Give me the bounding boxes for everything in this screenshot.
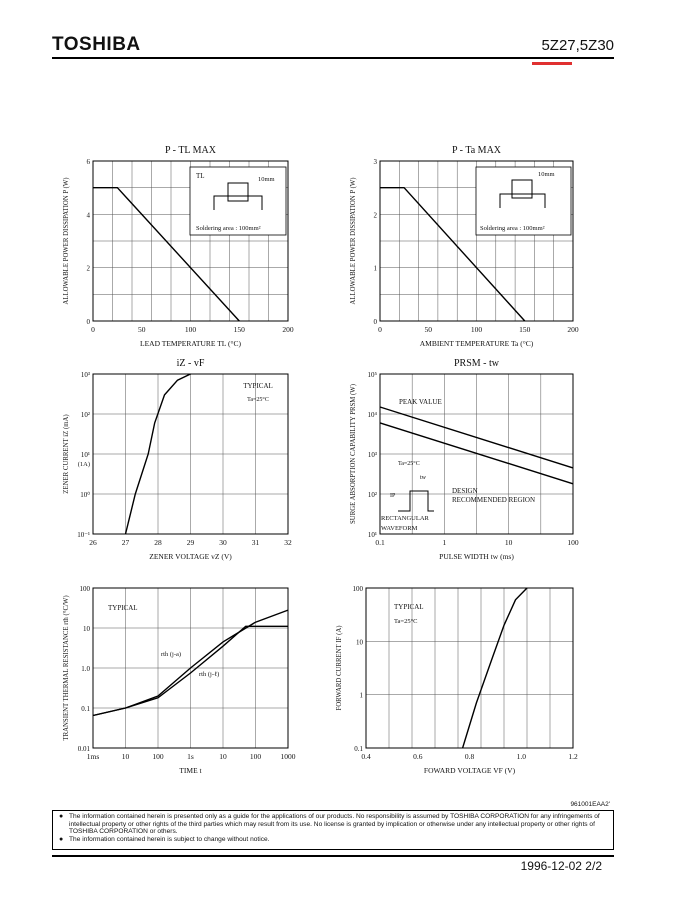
y-tick-label: 100 xyxy=(352,585,363,593)
chart-title: P - TL MAX xyxy=(164,145,217,156)
x-tick-label: 100 xyxy=(249,752,262,761)
x-tick-label: 200 xyxy=(282,325,294,334)
footer-rule xyxy=(52,855,614,857)
annotation-design: DESIGN xyxy=(452,487,478,495)
y-tick-label: 10⁴ xyxy=(367,411,377,419)
annotation-rth-ja: rth (j-a) xyxy=(161,651,182,658)
notice-text-2: ● The information contained herein is subject to change without notice. xyxy=(59,836,609,844)
x-tick-label: 1.0 xyxy=(516,752,526,761)
annotation-region: RECOMMENDED REGION xyxy=(452,496,536,504)
annotation-typical: TYPICAL xyxy=(108,604,138,612)
y-tick-label: 0.1 xyxy=(354,745,363,753)
y-axis-label: FORWARD CURRENT IF (A) xyxy=(336,625,343,711)
chart-6 xyxy=(336,585,578,775)
x-tick-label: 0.6 xyxy=(413,752,423,761)
annotation-peak: PEAK VALUE xyxy=(399,398,442,406)
date-page: 1996-12-02 2/2 xyxy=(520,859,602,873)
x-axis-label: ZENER VOLTAGE vZ (V) xyxy=(149,552,232,561)
x-axis-label: PULSE WIDTH tw (ms) xyxy=(439,552,514,561)
y-tick-label: 100 xyxy=(79,585,90,593)
annotation-solder: Soldering area : 100mm² xyxy=(480,225,545,232)
document-code: 961001EAA2' xyxy=(570,801,610,808)
x-tick-label: 1s xyxy=(187,752,194,761)
x-tick-label: 100 xyxy=(470,325,483,334)
chart-title: iZ - vF xyxy=(176,358,205,369)
chart-title: PRSM - tw xyxy=(453,358,500,369)
x-tick-label: 10 xyxy=(504,538,513,547)
chart-5 xyxy=(63,585,296,775)
x-tick-label: 10 xyxy=(121,752,130,761)
brand-logo: TOSHIBA xyxy=(52,34,141,55)
x-tick-label: 32 xyxy=(284,538,292,547)
y-tick-label: 10 xyxy=(356,638,363,647)
y-axis-label: ZENER CURRENT iZ (mA) xyxy=(63,414,70,494)
notice-text-1: ● The information contained herein is presented only as a guide for the applications of our products. No responsibility is assumed by TOSHIBA CORPORATION for any infringements of intellectual property or other rights of the third parties which may result from its use. No license is granted by implication or otherwise under any intellectual property or other rights of TOSHIBA CORPORATION or others. xyxy=(59,813,609,836)
x-tick-label: 31 xyxy=(251,538,260,547)
x-tick-label: 100 xyxy=(567,538,579,547)
y-tick-label: 10¹ xyxy=(367,531,377,539)
y-tick-label: 0 xyxy=(86,318,90,326)
annotation-temp: Ta=25°C xyxy=(398,461,420,467)
x-tick-label: 0.4 xyxy=(361,752,371,761)
annotation-temp: Ta=25°C xyxy=(247,397,269,403)
x-tick-label: 0.1 xyxy=(375,538,385,547)
chart-title: P - Ta MAX xyxy=(451,145,502,156)
x-tick-label: 50 xyxy=(138,325,146,334)
x-tick-label: 10 xyxy=(219,752,227,761)
y-axis-label: ALLOWABLE POWER DISSIPATION P (W) xyxy=(350,177,357,305)
y-tick-label: (1A) xyxy=(77,461,90,468)
x-tick-label: 1000 xyxy=(280,752,296,761)
x-tick-label: 150 xyxy=(519,325,531,334)
x-axis-label: AMBIENT TEMPERATURE Ta (°C) xyxy=(419,339,534,348)
y-axis-label: TRANSIENT THERMAL RESISTANCE rth (°C/W) xyxy=(63,595,70,741)
y-tick-label: 6 xyxy=(86,158,90,166)
y-axis-label: SURGE ABSORPTION CAPABILITY PRSM (W) xyxy=(350,384,357,524)
y-tick-label: 10 xyxy=(83,625,90,633)
series-line-1 xyxy=(463,588,527,748)
y-tick-label: 2 xyxy=(86,264,90,273)
x-tick-label: 100 xyxy=(184,325,197,334)
x-tick-label: 30 xyxy=(219,538,227,547)
x-tick-label: 1 xyxy=(442,538,447,547)
x-tick-label: 1ms xyxy=(86,752,100,761)
y-tick-label: 2 xyxy=(373,211,377,220)
annotation-solder: Soldering area : 100mm² xyxy=(196,225,261,232)
annotation-rth-jl: rth (j-ℓ) xyxy=(199,671,220,678)
y-tick-label: 10⁻¹ xyxy=(77,531,90,539)
annotation-dim: 10mm xyxy=(538,171,555,178)
annotation-ip: IP xyxy=(390,493,396,499)
x-axis-label: LEAD TEMPERATURE TL (°C) xyxy=(140,339,241,348)
annotation-dim: 10mm xyxy=(258,176,275,183)
notice-box xyxy=(52,810,614,850)
x-tick-label: 29 xyxy=(186,538,195,547)
annotation-rect: RECTANGULAR xyxy=(381,515,429,522)
annotation-temp: Ta=25°C xyxy=(394,618,418,625)
y-tick-label: 1.0 xyxy=(81,665,90,673)
x-tick-label: 0 xyxy=(378,325,382,334)
y-tick-label: 0.1 xyxy=(81,705,90,713)
x-tick-label: 28 xyxy=(154,538,162,547)
y-tick-label: 3 xyxy=(373,158,377,166)
annotation-tw: tw xyxy=(420,475,426,481)
x-axis-label: FOWARD VOLTAGE VF (V) xyxy=(423,766,516,775)
y-tick-label: 10² xyxy=(367,491,377,499)
part-number: 5Z27,5Z30 xyxy=(541,37,614,54)
y-axis-label: ALLOWABLE POWER DISSIPATION P (W) xyxy=(63,177,70,305)
y-tick-label: 0.01 xyxy=(77,745,90,753)
annotation-wave: WAVEFORM xyxy=(381,525,418,532)
annotation-tl: TL xyxy=(196,172,205,180)
y-tick-label: 4 xyxy=(86,211,90,220)
annotation-typical: TYPICAL xyxy=(394,603,424,611)
y-tick-label: 1 xyxy=(359,691,363,700)
y-tick-label: 10⁵ xyxy=(367,371,377,379)
x-tick-label: 100 xyxy=(152,752,164,761)
x-tick-label: 200 xyxy=(567,325,579,334)
y-tick-label: 1 xyxy=(373,264,377,273)
x-tick-label: 26 xyxy=(89,538,97,547)
x-tick-label: 50 xyxy=(424,325,432,334)
y-tick-label: 10¹ xyxy=(80,451,90,459)
y-tick-label: 0 xyxy=(373,318,377,326)
x-tick-label: 0 xyxy=(91,325,95,334)
y-tick-label: 10² xyxy=(80,411,90,419)
y-tick-label: 10³ xyxy=(80,371,90,379)
x-tick-label: 27 xyxy=(121,538,130,547)
y-tick-label: 10³ xyxy=(367,451,377,459)
x-tick-label: 150 xyxy=(233,325,245,334)
x-tick-label: 0.8 xyxy=(464,752,475,761)
annotation-typical: TYPICAL xyxy=(243,382,273,390)
y-tick-label: 10⁰ xyxy=(80,491,90,499)
x-tick-label: 1.2 xyxy=(568,752,578,761)
x-axis-label: TIME t xyxy=(179,766,202,775)
